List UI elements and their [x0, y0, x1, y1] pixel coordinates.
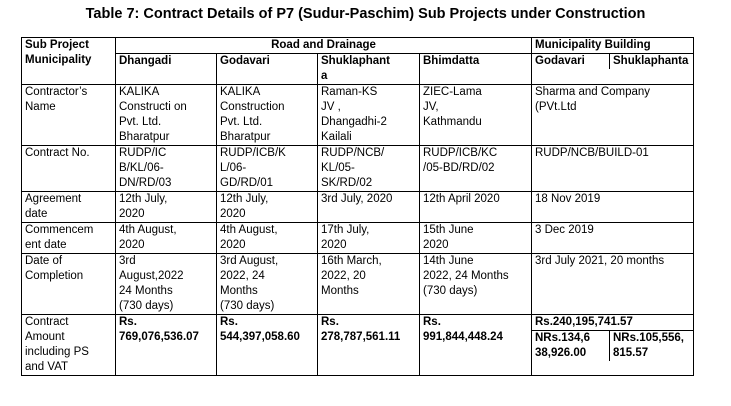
table-title: Table 7: Contract Details of P7 (Sudur-Paschim) Sub Projects under Construction — [85, 6, 646, 22]
header-godavari: Godavari — [217, 54, 318, 85]
cell-commencement-shuklaphanta: 17th July, 2020 — [318, 223, 420, 254]
table-row-contractor — [22, 85, 694, 146]
header-sub-project: Sub Project Municipality — [22, 38, 116, 85]
cell-amount-building — [532, 315, 694, 376]
cell-contractor-building: Sharma and Company (PVt.Ltd — [532, 85, 694, 146]
header-godavari-building: Godavari — [532, 54, 610, 69]
row-label-contract-no: Contract No. — [22, 146, 116, 192]
cell-contract-no-godavari: RUDP/ICB/K L/06- GD/RD/01 — [217, 146, 318, 192]
contract-details-table — [21, 37, 694, 376]
header-row-1 — [22, 38, 694, 54]
table-row-contract-no — [22, 146, 694, 192]
cell-completion-bhimdatta: 14th June 2022, 24 Months (730 days) — [420, 254, 532, 315]
amount-building-godavari: NRs.134,6 38,926.00 — [532, 331, 610, 361]
cell-contract-no-building: RUDP/NCB/BUILD-01 — [532, 146, 694, 192]
cell-contractor-bhimdatta: ZIEC-Lama JV, Kathmandu — [420, 85, 532, 146]
cell-contract-no-dhangadi: RUDP/IC B/KL/06- DN/RD/03 — [116, 146, 217, 192]
header-bhimdatta: Bhimdatta — [420, 54, 532, 85]
cell-commencement-bhimdatta: 15th June 2020 — [420, 223, 532, 254]
cell-amount-bhimdatta: Rs. 991,844,448.24 — [420, 315, 532, 376]
cell-agreement-godavari: 12th July, 2020 — [217, 192, 318, 223]
row-label-contractor: Contractor’s Name — [22, 85, 116, 146]
table-row-agreement — [22, 192, 694, 223]
row-label-agreement: Agreement date — [22, 192, 116, 223]
cell-contractor-dhangadi: KALIKA Constructi on Pvt. Ltd. Bharatpur — [116, 85, 217, 146]
cell-contract-no-shuklaphanta: RUDP/NCB/ KL/05- SK/RD/02 — [318, 146, 420, 192]
cell-contractor-shuklaphanta: Raman-KS JV , Dhangadhi-2 Kailali — [318, 85, 420, 146]
cell-amount-godavari: Rs. 544,397,058.60 — [217, 315, 318, 376]
header-road-drainage: Road and Drainage — [116, 38, 532, 54]
amount-building-total: Rs.240,195,741.57 — [532, 315, 693, 331]
table-row-completion — [22, 254, 694, 315]
header-dhangadi: Dhangadi — [116, 54, 217, 85]
cell-amount-shuklaphanta: Rs. 278,787,561.11 — [318, 315, 420, 376]
header-shuklaphanta-building: Shuklaphanta — [613, 55, 689, 67]
cell-agreement-dhangadi: 12th July, 2020 — [116, 192, 217, 223]
amount-building-shuklaphanta: NRs.105,556, 815.57 — [613, 332, 684, 359]
cell-commencement-godavari: 4th August, 2020 — [217, 223, 318, 254]
header-building-split — [532, 54, 694, 85]
cell-commencement-building: 3 Dec 2019 — [532, 223, 694, 254]
cell-completion-building: 3rd July 2021, 20 months — [532, 254, 694, 315]
cell-completion-dhangadi: 3rd August,2022 24 Months (730 days) — [116, 254, 217, 315]
header-row-2 — [22, 54, 694, 85]
cell-amount-dhangadi: Rs. 769,076,536.07 — [116, 315, 217, 376]
cell-agreement-building: 18 Nov 2019 — [532, 192, 694, 223]
row-label-completion: Date of Completion — [22, 254, 116, 315]
cell-commencement-dhangadi: 4th August, 2020 — [116, 223, 217, 254]
table-row-commencement — [22, 223, 694, 254]
header-municipality-building: Municipality Building — [532, 38, 694, 54]
cell-agreement-shuklaphanta: 3rd July, 2020 — [318, 192, 420, 223]
cell-contract-no-bhimdatta: RUDP/ICB/KC /05-BD/RD/02 — [420, 146, 532, 192]
row-label-commencement: Commencem ent date — [22, 223, 116, 254]
header-shuklaphanta-road: Shuklaphant a — [318, 54, 420, 85]
cell-completion-shuklaphanta: 16th March, 2022, 20 Months — [318, 254, 420, 315]
row-label-amount: Contract Amount including PS and VAT — [22, 315, 116, 376]
cell-agreement-bhimdatta: 12th April 2020 — [420, 192, 532, 223]
cell-contractor-godavari: KALIKA Construction Pvt. Ltd. Bharatpur — [217, 85, 318, 146]
cell-completion-godavari: 3rd August, 2022, 24 Months (730 days) — [217, 254, 318, 315]
table-row-amount — [22, 315, 694, 376]
